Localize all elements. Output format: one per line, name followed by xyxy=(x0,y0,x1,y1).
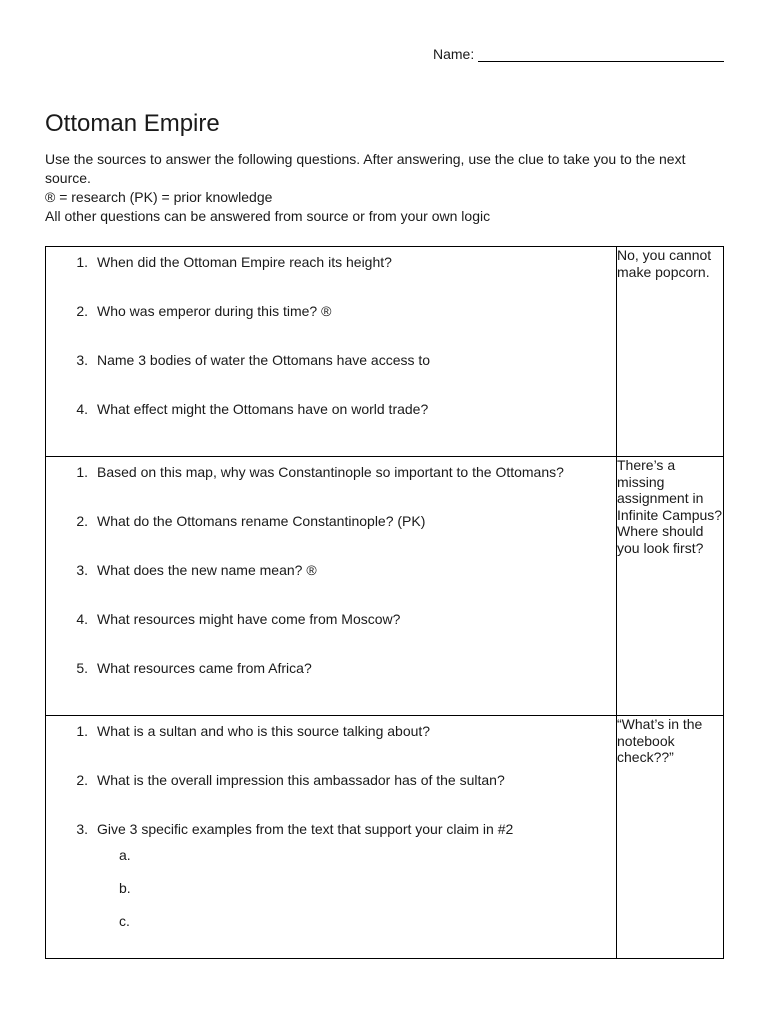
sub-item xyxy=(46,840,616,873)
sub-item-letter: b. xyxy=(119,880,131,896)
question-text: Give 3 specific examples from the text that support your claim in #2 xyxy=(97,821,514,837)
sub-item xyxy=(46,906,616,939)
question-number: 4. xyxy=(76,611,88,627)
sub-item xyxy=(46,873,616,906)
question-number: 1. xyxy=(76,254,88,270)
instructions-line-2: ® = research (PK) = prior knowledge xyxy=(45,189,273,205)
question-item xyxy=(46,296,616,345)
page-title: Ottoman Empire xyxy=(45,110,220,137)
question-item xyxy=(46,457,616,506)
question-text: What does the new name mean? ® xyxy=(97,562,317,578)
question-item xyxy=(46,653,616,702)
question-number: 2. xyxy=(76,303,88,319)
question-number: 4. xyxy=(76,401,88,417)
question-item xyxy=(46,247,616,296)
question-cell-2 xyxy=(46,457,617,716)
question-item xyxy=(46,765,616,814)
question-table xyxy=(45,246,724,959)
clue-cell-2: There’s a missing assignment in Infinite Campus? Where should you look first? xyxy=(617,457,724,716)
question-number: 3. xyxy=(76,562,88,578)
name-label: Name: xyxy=(433,46,475,62)
question-item xyxy=(46,555,616,604)
question-item xyxy=(46,394,616,443)
name-field xyxy=(433,46,724,62)
question-cell-1 xyxy=(46,247,617,457)
sub-item-letter: a. xyxy=(119,847,131,863)
question-number: 3. xyxy=(76,352,88,368)
question-text: What is the overall impression this ambassador has of the sultan? xyxy=(97,772,505,788)
question-item xyxy=(46,345,616,394)
section-row-1 xyxy=(46,247,724,457)
clue-cell-1: No, you cannot make popcorn. xyxy=(617,247,724,457)
question-number: 3. xyxy=(76,821,88,837)
question-text: What is a sultan and who is this source talking about? xyxy=(97,723,431,739)
question-item xyxy=(46,604,616,653)
question-text: Who was emperor during this time? ® xyxy=(97,303,332,319)
question-item xyxy=(46,716,616,765)
question-text: Name 3 bodies of water the Ottomans have access to xyxy=(97,352,431,368)
section-row-3 xyxy=(46,716,724,959)
question-number: 2. xyxy=(76,513,88,529)
sub-item-letter: c. xyxy=(119,913,130,929)
question-number: 1. xyxy=(76,464,88,480)
question-item xyxy=(46,814,616,840)
question-cell-3 xyxy=(46,716,617,959)
instructions xyxy=(45,150,705,226)
question-text: What resources might have come from Moscow? xyxy=(97,611,401,627)
question-number: 2. xyxy=(76,772,88,788)
question-text: When did the Ottoman Empire reach its height? xyxy=(97,254,392,270)
question-item xyxy=(46,506,616,555)
question-text: Based on this map, why was Constantinople so important to the Ottomans? xyxy=(97,464,564,480)
question-text: What resources came from Africa? xyxy=(97,660,312,676)
question-text: What effect might the Ottomans have on world trade? xyxy=(97,401,429,417)
section-row-2 xyxy=(46,457,724,716)
instructions-line-3: All other questions can be answered from source or from your own logic xyxy=(45,208,491,224)
question-text: What do the Ottomans rename Constantinople? (PK) xyxy=(97,513,426,529)
name-blank-line[interactable] xyxy=(478,47,724,62)
clue-cell-3: “What’s in the notebook check??” xyxy=(617,716,724,959)
instructions-line-1: Use the sources to answer the following questions. After answering, use the clue to take you to the next source. xyxy=(45,151,686,186)
question-number: 5. xyxy=(76,660,88,676)
question-number: 1. xyxy=(76,723,88,739)
